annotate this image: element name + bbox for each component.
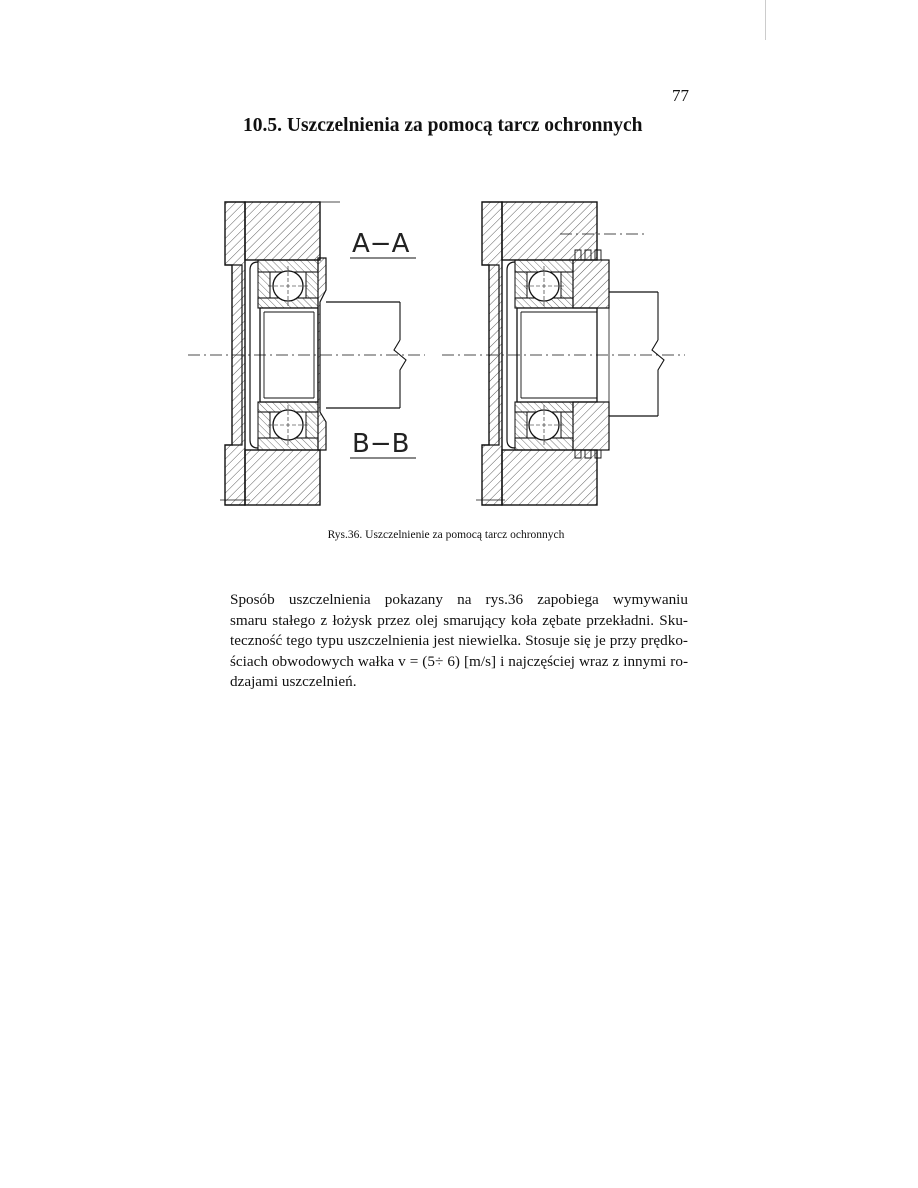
figure-caption [0,529,918,541]
body-line: ściach obwodowych wałka v = (5÷ 6) [m/s] i najczęściej wraz z innymi ro- [230,652,688,670]
page-number: 77 [672,86,689,105]
right-seal-assembly [442,202,685,505]
section-title: 10.5. Uszczelnienia za pomocą tarcz ochronnych [243,115,643,136]
left-seal-assembly [188,202,425,505]
section-label-a-a: A−A [352,229,410,259]
section-label-b-b: B−B [352,429,410,459]
seal-drawing-svg [180,190,700,520]
technical-drawing-figure [180,190,700,520]
scan-edge-mark [765,0,766,40]
figure-caption-text: Rys.36. Uszczelnienie za pomocą tarcz ochronnych [327,529,565,541]
body-line: Sposób uszczelnienia pokazany na rys.36 zapobiega wymywaniu [230,591,688,608]
body-line: teczność tego typu uszczelnienia jest niewielka. Stosuje się je przy prędko- [230,632,688,649]
body-paragraph [230,590,688,693]
body-line: dzajami uszczelnień. [230,673,357,690]
body-line: smaru stałego z łożysk przez olej smarujący koła zębate przekładni. Sku- [230,611,688,629]
